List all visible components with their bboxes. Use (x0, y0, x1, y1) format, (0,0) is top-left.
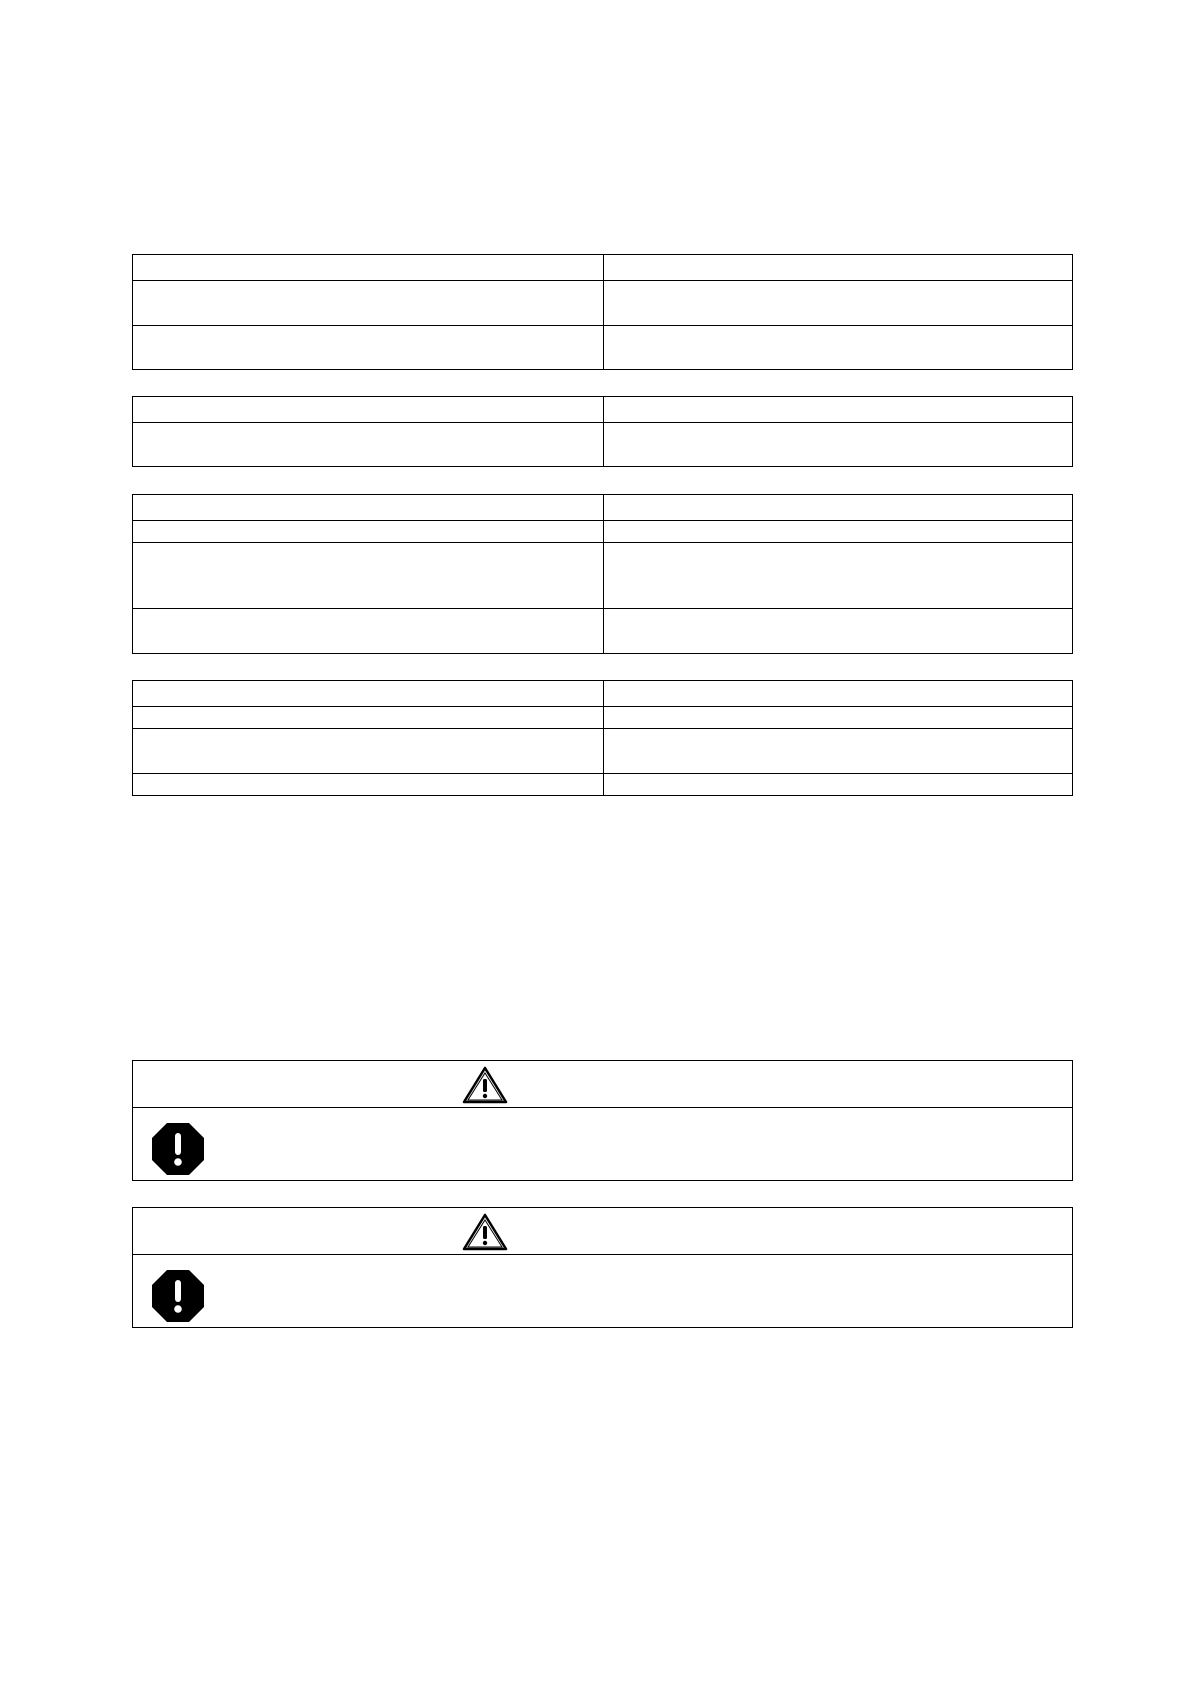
caution-header (133, 1208, 1072, 1255)
caution-body (133, 1255, 1072, 1327)
table-cell (604, 423, 1072, 466)
warning-triangle-icon (461, 1065, 509, 1105)
caution-body (133, 1108, 1072, 1180)
spec-table-3 (132, 494, 1073, 654)
table-row (133, 773, 1072, 795)
table-cell (604, 681, 1072, 706)
table-cell (604, 397, 1072, 422)
table-cell (133, 543, 604, 608)
table-cell (604, 521, 1072, 542)
table-row (133, 706, 1072, 728)
table-cell (604, 255, 1072, 280)
table-cell (133, 521, 604, 542)
table-cell (604, 281, 1072, 325)
table-row (133, 397, 1072, 422)
table-row (133, 728, 1072, 773)
table-cell (604, 707, 1072, 728)
spec-table-4 (132, 680, 1073, 796)
table-cell (133, 681, 604, 706)
table-cell (133, 397, 604, 422)
table-cell (604, 326, 1072, 369)
table-cell (133, 729, 604, 773)
mandatory-action-icon (150, 1121, 206, 1177)
caution-box-2 (132, 1207, 1073, 1328)
caution-header (133, 1061, 1072, 1108)
table-cell (133, 707, 604, 728)
table-row (133, 608, 1072, 653)
table-row (133, 325, 1072, 369)
table-cell (133, 255, 604, 280)
table-cell (604, 774, 1072, 795)
table-row (133, 520, 1072, 542)
table-cell (133, 423, 604, 466)
table-row (133, 542, 1072, 608)
spec-table-2 (132, 396, 1073, 467)
table-cell (133, 774, 604, 795)
table-cell (604, 729, 1072, 773)
caution-box-1 (132, 1060, 1073, 1181)
mandatory-action-icon (150, 1268, 206, 1324)
table-cell (604, 543, 1072, 608)
table-row (133, 280, 1072, 325)
table-row (133, 495, 1072, 520)
table-row (133, 681, 1072, 706)
warning-triangle-icon (461, 1212, 509, 1252)
table-cell (604, 495, 1072, 520)
table-cell (604, 609, 1072, 653)
table-cell (133, 609, 604, 653)
spec-table-1 (132, 254, 1073, 370)
table-cell (133, 495, 604, 520)
table-row (133, 255, 1072, 280)
table-cell (133, 281, 604, 325)
table-cell (133, 326, 604, 369)
table-row (133, 422, 1072, 466)
